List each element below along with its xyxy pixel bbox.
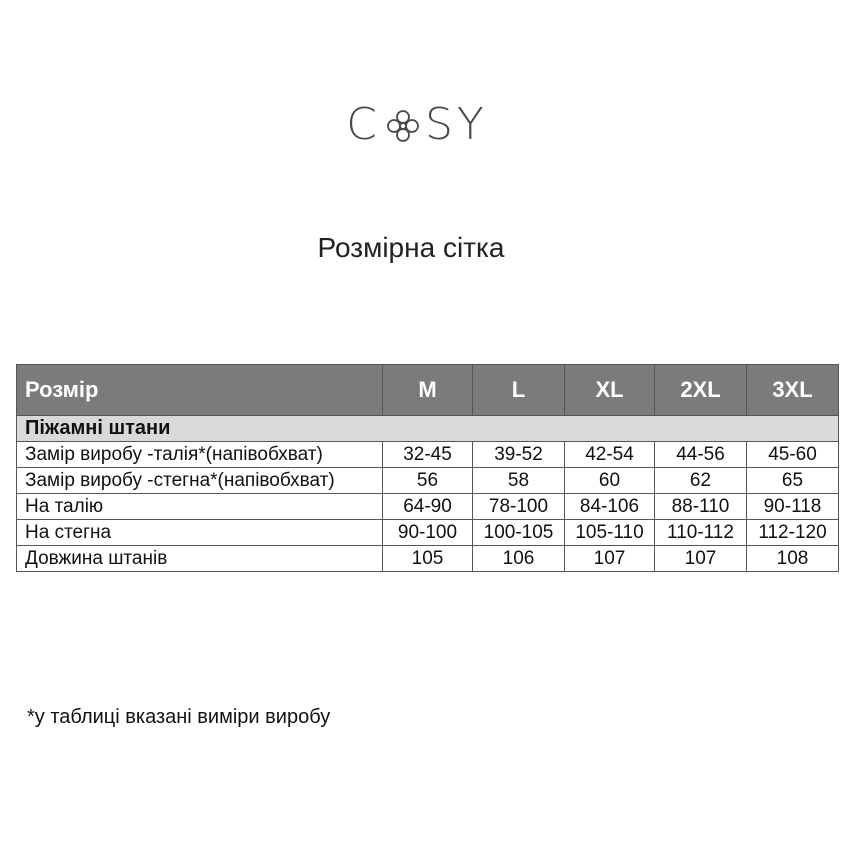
cell-value: 56 xyxy=(383,468,473,494)
cell-value: 90-118 xyxy=(747,494,839,520)
cell-value: 42-54 xyxy=(565,442,655,468)
cell-value: 108 xyxy=(747,546,839,572)
header-size-3xl: 3XL xyxy=(747,365,839,416)
table-header-row xyxy=(17,365,839,416)
cell-value: 45-60 xyxy=(747,442,839,468)
cell-value: 60 xyxy=(565,468,655,494)
page-title: Розмірна сітка xyxy=(317,232,505,263)
section-label: Піжамні штани xyxy=(17,416,839,442)
cell-value: 107 xyxy=(655,546,747,572)
cell-value: 106 xyxy=(473,546,565,572)
header-size-m: M xyxy=(383,365,473,416)
logo-letters-sy: SY xyxy=(424,98,488,150)
cell-value: 39-52 xyxy=(473,442,565,468)
cell-value: 105 xyxy=(383,546,473,572)
cell-value: 65 xyxy=(747,468,839,494)
section-row xyxy=(17,416,839,442)
footnote: *у таблиці вказані виміри виробу xyxy=(27,706,331,728)
header-size-2xl: 2XL xyxy=(655,365,747,416)
row-label: Замір виробу -стегна*(напівобхват) xyxy=(17,468,383,494)
row-label: На талію xyxy=(17,494,383,520)
row-label: Довжина штанів xyxy=(17,546,383,572)
cell-value: 110-112 xyxy=(655,520,747,546)
logo-letter-c: C xyxy=(346,98,381,150)
cell-value: 88-110 xyxy=(655,494,747,520)
header-size-l: L xyxy=(473,365,565,416)
table-row xyxy=(17,520,839,546)
cell-value: 90-100 xyxy=(383,520,473,546)
cell-value: 44-56 xyxy=(655,442,747,468)
cell-value: 78-100 xyxy=(473,494,565,520)
flower-logo-icon xyxy=(384,105,422,143)
cell-value: 64-90 xyxy=(383,494,473,520)
table-row xyxy=(17,494,839,520)
size-table xyxy=(16,364,839,572)
row-label: На стегна xyxy=(17,520,383,546)
header-size-xl: XL xyxy=(565,365,655,416)
header-size-label: Розмір xyxy=(17,365,383,416)
cell-value: 62 xyxy=(655,468,747,494)
cell-value: 112-120 xyxy=(747,520,839,546)
table-row xyxy=(17,546,839,572)
cell-value: 105-110 xyxy=(565,520,655,546)
cell-value: 58 xyxy=(473,468,565,494)
cell-value: 107 xyxy=(565,546,655,572)
cell-value: 84-106 xyxy=(565,494,655,520)
brand-logo xyxy=(0,98,834,150)
table-row xyxy=(17,442,839,468)
cell-value: 100-105 xyxy=(473,520,565,546)
cell-value: 32-45 xyxy=(383,442,473,468)
table-row xyxy=(17,468,839,494)
row-label: Замір виробу -талія*(напівобхват) xyxy=(17,442,383,468)
